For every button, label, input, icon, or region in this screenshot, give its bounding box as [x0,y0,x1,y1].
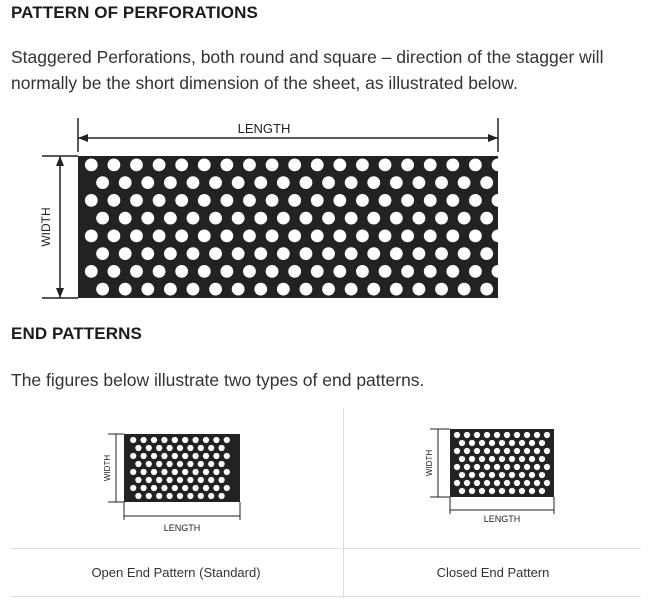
end-patterns-heading: END PATTERNS [11,324,142,343]
open-end-width-label: WIDTH [103,454,112,482]
table-divider-horizontal-middle [11,548,641,549]
stagger-description-line2: normally be the short dimension of the sheet, as illustrated below. [11,73,518,93]
closed-end-width-label: WIDTH [425,449,434,477]
stagger-description-line1: Staggered Perforations, both round and square – direction of the stagger will [11,47,604,67]
length-dimension-label: LENGTH [237,121,291,136]
closed-end-pattern-caption: Closed End Pattern [436,565,550,580]
width-dimension-label: WIDTH [39,207,53,247]
open-end-pattern-caption: Open End Pattern (Standard) [91,565,261,580]
staggered-perforation-diagram [0,110,650,305]
pattern-of-perforations-heading: PATTERN OF PERFORATIONS [11,3,258,22]
stagger-description [11,44,603,96]
end-patterns-description: The figures below illustrate two types of end patterns. [11,370,425,390]
closed-end-length-label: LENGTH [483,514,521,524]
open-end-length-label: LENGTH [163,523,201,533]
perforated-sheet [78,156,498,298]
closed-end-pattern-figure [420,424,570,536]
table-divider-horizontal-bottom [11,596,641,597]
open-end-pattern-figure [100,428,250,540]
